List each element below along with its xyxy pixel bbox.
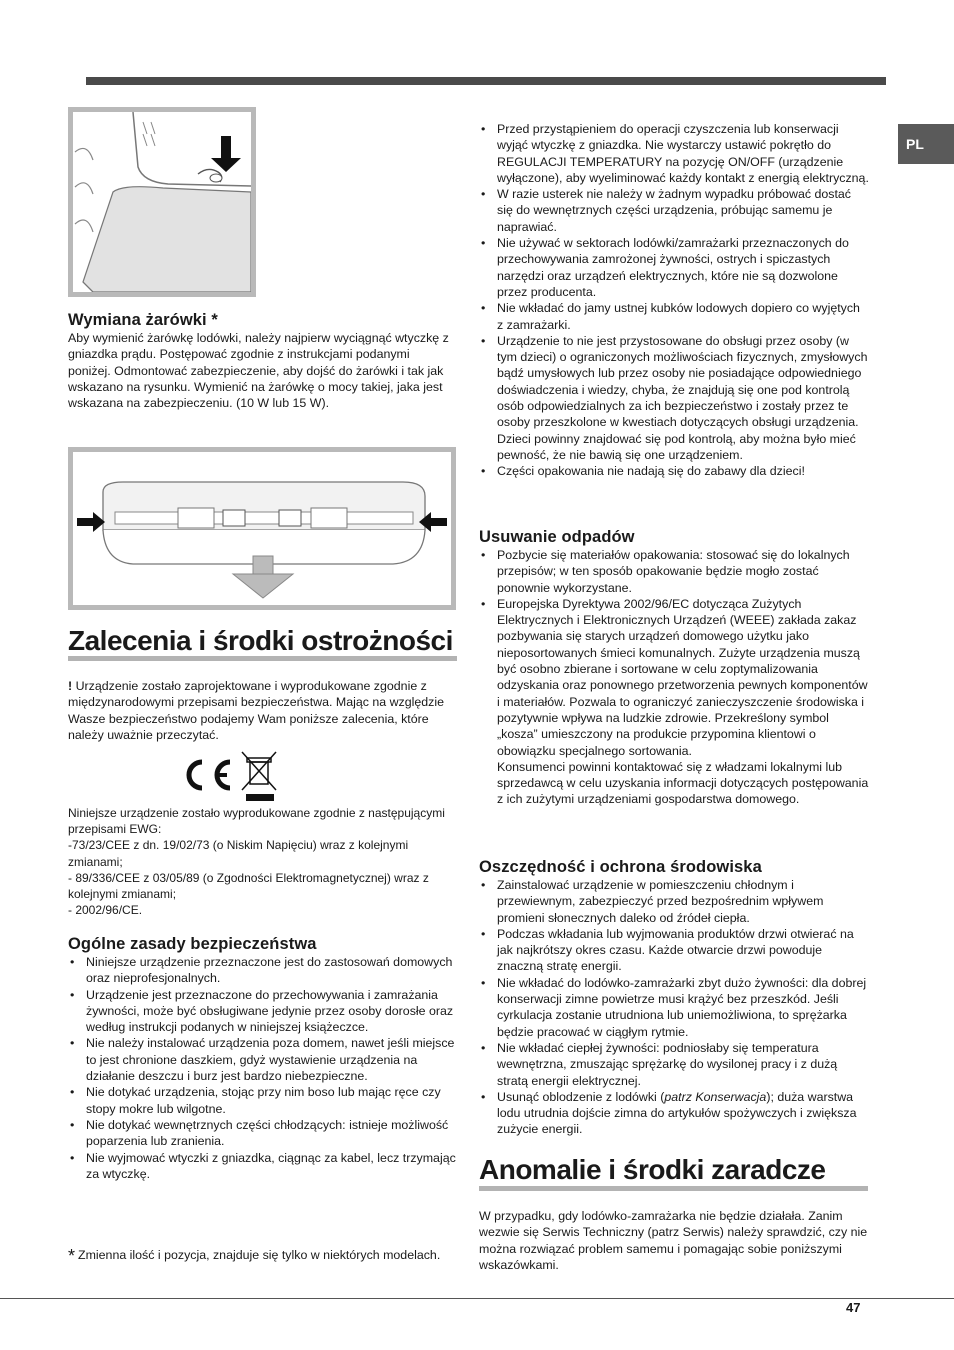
safety-heading: Zalecenia i środki ostrożności [68,625,453,656]
saving-list [479,877,869,1138]
page-number: 47 [846,1300,861,1315]
list-item: • Europejska Dyrektywa 2002/96/EC dotycząca Zużytych Elektrycznych i Elektronicznych Urządzeń (WEEE) zakłada zakaz pozbywania się starych urządzeń domowego użytku jako nieposortowanych śmieci komunalnych. Zużyte urządzenia muszą być osobno zbierane i sortowane w celu zoptymalizowania odzyskania oraz ponownego przetworzenia pewnych komponentów i materiałów. Pozwala to ograniczyć zanieczyszczenie środowiska i pozytywnie wpływa na ludzkie zdrowie. Przekreślony symbol „kosza” umieszczony na produkcie przypomina klientowi o obowiązku specjalnego sortowania. [479,596,869,759]
list-item: • Usunąć oblodzenie z lodówki (patrz Konserwacja); duża warstwa lodu utrudnia dojście zimna do artykułów spożywczych i zwiększa zużycie energii. [479,1089,869,1138]
list-item: • Nie dotykać wewnętrznych części chłodzących: istnieje możliwość poparzenia lub zranienia. [68,1117,456,1150]
anomalies-heading-rule [479,1186,868,1191]
anomalies-heading: Anomalie i środki zaradcze [479,1154,826,1185]
fridge-interior-illustration [68,107,256,297]
list-item: • Urządzenie to nie jest przystosowane do obsługi przez osoby (w tym dzieci) o ograniczonych możliwościach fizycznych, zmysłowych bądź umysłowych lub przez osoby nie posiadające odpowiedniego doświadczenia i wiedzy, chyba, że znajdują się one pod kontrolą osób odpowiedzialnych za ich bezpieczeństwo i zostały przez te osoby przeszkolone w kwestiach dotyczących obsługi urządzenia. Dzieci powinny znajdować się pod kontrolą, aby można było mieć pewność, że nie bawią się one urządzeniem. [479,333,869,463]
list-item: • Nie dotykać urządzenia, stojąc przy nim boso lub mając ręce czy stopy mokre lub wilgotne. [68,1084,456,1117]
top-rule [86,77,886,85]
directives-list: Niniejsze urządzenie zostało wyprodukowane zgodnie z następującymi przepisami EWG: -73/23/CEE z dn. 19/02/73 (o Niskim Napięciu) wraz z kolejnymi zmianami; - 89/336/CEE z 03/05/89 (o Zgodności Elektromagnetycznej) wraz z kolejnymi zmianami; - 2002/96/CE. [68,806,445,918]
list-item: • Urządzenie jest przeznaczone do przechowywania i zamrażania żywności, może być obsługiwane jedynie przez osoby dorosłe oraz według instrukcji podanych w niniejszej książeczce. [68,987,456,1036]
lamp-cover-illustration [68,447,456,610]
bottom-rule [0,1298,954,1299]
ce-mark-icon [189,762,230,788]
bulb-text: Aby wymienić żarówkę lodówki, należy najpierw wyciągnąć wtyczkę z gniazdka prądu. Postępować zgodnie z instrukcjami podanymi poniżej. Odmontować zabezpieczenie, aby dojść do żarówki i tak jak wskazano na rysunku. Wymienić na żarówkę o mocy takiej, jaka jest wskazana na zabezpieczeniu. (10 W lub 15 W). [68,331,449,411]
left-arrow-icon [77,512,105,532]
list-item: • Niniejsze urządzenie przeznaczone jest do zastosowań domowych oraz nieprofesjonalnych. [68,954,456,987]
language-tab: PL [898,124,954,164]
list-item: • W razie usterek nie należy w żadnym wypadku próbować dostać się do wewnętrznych części urządzenia, próbując samemu je naprawiać. [479,186,869,235]
list-item: • Przed przystąpieniem do operacji czyszczenia lub konserwacji wyjąć wtyczkę z gniazdka. Nie wystarczy ustawić pokrętło do REGULACJI TEMPERATURY na pozycję ON/OFF (urządzenie wyłączone), aby wyeliminować każdy kontakt z energią elektryczną. [479,121,869,186]
anomalies-text: W przypadku, gdy lodówko-zamrażarka nie będzie działała. Zanim wezwie się Serwis Techniczny (patrz Serwis) należy sprawdzić, czy nie można rozwiązać problem samemu i pomagając sobie poniższymi wskazówkami. [479,1209,868,1272]
list-item: • Pozbycie się materiałów opakowania: stosować się do lokalnych przepisów; w ten sposób opakowanie będzie mogło zostać ponownie wykorzystane. [479,547,869,596]
fridge-bulb-drawing [73,112,251,292]
safety-heading-rule [68,656,457,661]
list-item: • Zainstalować urządzenie w pomieszczeniu chłodnym i przewiewnym, zabezpieczyć przed bezpośrednim wpływem promieni słonecznych daleko od źródeł ciepła. [479,877,869,926]
disposal-list [479,547,869,759]
disposal-extra: Konsumenci powinni kontaktować się z władzami lokalnymi lub sprzedawcą w celu uzyskania informacji dotyczących postępowania z ich zużytymi urządzeniami gospodarstwa domowego. [497,759,869,807]
safety-intro: ! Urządzenie zostało zaprojektowane i wyprodukowane zgodnie z międzynarodowymi przepisami bezpieczeństwa. Mając na względzie Wasze bezpieczeństwo podajemy Wam poniższe zalecenia, które należy uważnie przeczytać. [68,679,445,742]
right-safety-list [479,121,869,480]
weee-crossed-bin-icon [242,752,276,801]
conformity-marks [180,748,280,804]
general-heading: Ogólne zasady bezpieczeństwa [68,935,317,953]
list-item: • Nie wkładać ciepłej żywności: podniosłaby się temperatura wewnętrzna, zmuszając sprężarkę do wysilonej pracy i z dużą stratą energii elektrycznej. [479,1040,869,1089]
general-list [68,954,456,1182]
list-item: • Podczas wkładania lub wyjmowania produktów drzwi otwierać na jak najkrótszy okres czasu. Każde otwarcie drzwi powoduje znaczną stratę energii. [479,926,869,975]
list-item: • Nie wkładać do jamy ustnej kubków lodowych dopiero co wyjętych z zamrażarki. [479,300,869,333]
list-item: • Części opakowania nie nadają się do zabawy dla dzieci! [479,463,869,479]
bulb-heading: Wymiana żarówki * [68,311,218,329]
list-item: • Nie należy instalować urządzenia poza domem, nawet jeśli miejsce to jest chronione daszkiem, gdyż wystawienie urządzenia na działanie deszczu i burz jest bardzo niebezpieczne. [68,1035,456,1084]
list-item: • Nie wyjmować wtyczki z gniazdka, ciągnąc za kabel, lecz trzymając za wtyczkę. [68,1150,456,1183]
disposal-heading: Usuwanie odpadów [479,528,635,546]
warning-mark: ! [68,679,73,693]
maintenance-reference: patrz Konserwacja [664,1089,767,1104]
footnote: * Zmienna ilość i pozycja, znajduje się tylko w niektórych modelach. [68,1246,441,1266]
saving-heading: Oszczędność i ochrona środowiska [479,858,762,876]
list-item: • Nie wkładać do lodówko-zamrażarki zbyt dużo żywności: dla dobrej konserwacji zimne powietrze musi krążyć bez przeszkód. Jeśli cyrkulacja zostanie utrudniona lub uniemożliwiona, to sprężarka będzie pracować w ciągłym rytmie. [479,975,869,1040]
lamp-cover-drawing [73,452,451,605]
list-item: • Nie używać w sektorach lodówki/zamrażarki przeznaczonych do przechowywania zamrożonej żywności, ostrych i spiczastych narzędzi oraz urządzeń elektrycznych, które nie są dozwolone przez producenta. [479,235,869,300]
